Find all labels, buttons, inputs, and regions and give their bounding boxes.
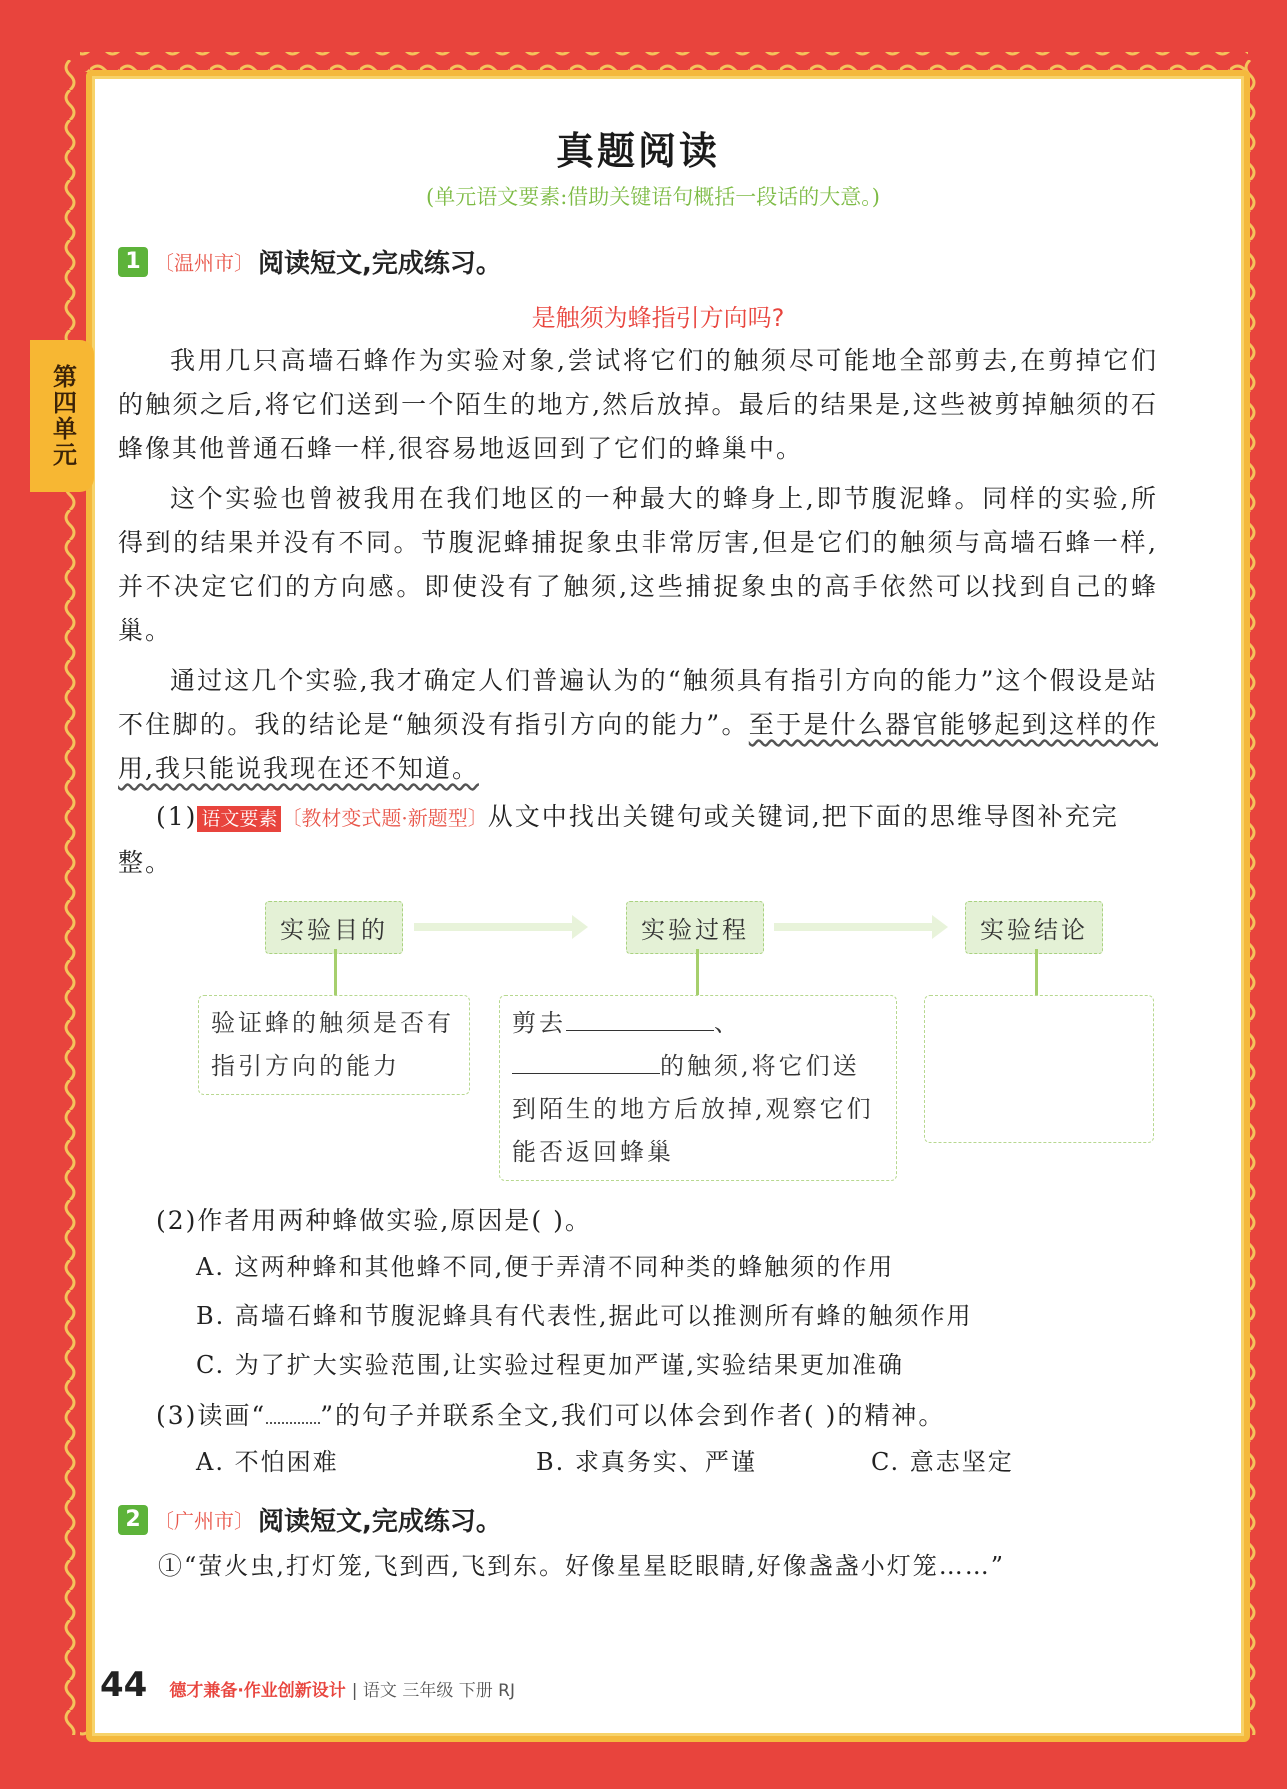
mindmap-head-purpose: 实验目的 bbox=[265, 901, 403, 954]
mind-map bbox=[118, 895, 1158, 1195]
page-subtitle: (单元语文要素:借助关键语句概括一段话的大意。) bbox=[426, 185, 880, 209]
subquestion-3 bbox=[118, 1394, 1158, 1438]
paragraph-3-text: 通过这几个实验,我才确定人们普遍认为的“触须具有指引方向的能力”这个假设是站不住脚的。我的结论是“触须没有指引方向的能力”。 bbox=[118, 666, 1158, 739]
answer-blank-2[interactable] bbox=[512, 1073, 660, 1074]
question-2-source: 〔广州市〕 bbox=[154, 1509, 254, 1533]
question-2-number: 2 bbox=[118, 1505, 148, 1535]
passage-paragraph-1: 我用几只高墙石蜂作为实验对象,尝试将它们的触须尽可能地全部剪去,在剪掉它们的触须之后,将它们送到一个陌生的地方,然后放掉。最后的结果是,这些被剪掉触须的石蜂像其他普通石蜂一样,很容易地返回到了它们的蜂巢中。 bbox=[118, 346, 1158, 463]
subquestion-2 bbox=[118, 1199, 1158, 1243]
option-b[interactable]: B. 高墙石蜂和节腹泥蜂具有代表性,据此可以推测所有蜂的触须作用 bbox=[196, 1302, 973, 1330]
mindmap-box-process bbox=[499, 995, 897, 1181]
book-meta: | 语文 三年级 下册 RJ bbox=[351, 1681, 515, 1701]
wavy-underlined-sentence: 至于是什么器官能够起到这样的作用,我只能说我现在还不知道。 bbox=[118, 710, 1158, 783]
page-number: 44 bbox=[100, 1665, 148, 1705]
subquestion-3-options bbox=[118, 1438, 1158, 1487]
mindmap-connector-3 bbox=[1035, 949, 1038, 995]
question-1-header bbox=[118, 243, 1158, 280]
subquestion-1-text: 从文中找出关键句或关键词,把下面的思维导图补充完整。 bbox=[118, 802, 1119, 877]
mindmap-box-conclusion-answer[interactable] bbox=[924, 995, 1154, 1143]
subquestion-2-number: (2) bbox=[156, 1206, 198, 1235]
option-3a[interactable]: A. 不怕困难 bbox=[196, 1448, 339, 1476]
process-prefix: 剪去 bbox=[512, 1009, 566, 1037]
option-c[interactable]: C. 为了扩大实验范围,让实验过程更加严谨,实验结果更加准确 bbox=[196, 1351, 905, 1379]
option-3b[interactable]: B. 求真务实、严谨 bbox=[536, 1448, 757, 1476]
process-separator: 、 bbox=[714, 1009, 741, 1037]
question-type-tag: 〔教材变式题·新题型〕 bbox=[281, 806, 488, 830]
page-title: 真题阅读 bbox=[555, 129, 720, 173]
subquestion-3-number: (3) bbox=[156, 1401, 198, 1430]
unit-tab: 第四单元 bbox=[30, 340, 94, 492]
mindmap-connector-2 bbox=[696, 949, 699, 995]
subquestion-1 bbox=[118, 795, 1158, 885]
passage-paragraph-3 bbox=[118, 659, 1158, 791]
subquestion-1-number: (1) bbox=[156, 802, 198, 831]
mindmap-box-purpose: 验证蜂的触须是否有指引方向的能力 bbox=[198, 995, 470, 1095]
option-3c[interactable]: C. 意志坚定 bbox=[871, 1448, 1014, 1476]
mindmap-arrow-1 bbox=[414, 923, 574, 931]
mindmap-arrow-2 bbox=[774, 923, 934, 931]
wavy-line-marker bbox=[266, 1422, 320, 1424]
question-2-header bbox=[118, 1501, 1158, 1538]
subquestion-2-text: 作者用两种蜂做实验,原因是( )。 bbox=[197, 1206, 592, 1235]
page-content bbox=[118, 110, 1158, 1588]
question-1-source: 〔温州市〕 bbox=[154, 251, 254, 275]
passage-title: 是触须为蜂指引方向吗? bbox=[531, 304, 785, 332]
page-footer bbox=[100, 1665, 515, 1705]
element-badge: 语文要素 bbox=[197, 806, 281, 832]
process-text: 的触须,将它们送到陌生的地方后放掉,观察它们能否返回蜂巢 bbox=[512, 1052, 874, 1166]
answer-blank-1[interactable] bbox=[566, 1030, 714, 1031]
mindmap-head-process: 实验过程 bbox=[626, 901, 764, 954]
question-1-instruction: 阅读短文,完成练习。 bbox=[258, 249, 502, 279]
subquestion-3-text-b: ”的句子并联系全文,我们可以体会到作者( )的精神。 bbox=[320, 1401, 946, 1430]
subquestion-2-options bbox=[118, 1243, 1158, 1390]
question-2-line-1: ①“萤火虫,打灯笼,飞到西,飞到东。好像星星眨眼睛,好像盏盏小灯笼……” bbox=[158, 1552, 1006, 1580]
question-1-number: 1 bbox=[118, 247, 148, 277]
mindmap-connector-1 bbox=[334, 949, 337, 995]
option-a[interactable]: A. 这两种蜂和其他蜂不同,便于弄清不同种类的蜂触须的作用 bbox=[196, 1253, 895, 1281]
question-2-instruction: 阅读短文,完成练习。 bbox=[258, 1507, 502, 1537]
subquestion-3-text-a: 读画“ bbox=[197, 1401, 267, 1430]
passage-paragraph-2: 这个实验也曾被我用在我们地区的一种最大的蜂身上,即节腹泥蜂。同样的实验,所得到的结果并没有不同。节腹泥蜂捕捉象虫非常厉害,但是它们的触须与高墙石蜂一样,并不决定它们的方向感。即使没有了触须,这些捕捉象虫的高手依然可以找到自己的蜂巢。 bbox=[118, 484, 1158, 645]
book-brand: 德才兼备·作业创新设计 bbox=[169, 1681, 346, 1701]
mindmap-head-conclusion: 实验结论 bbox=[965, 901, 1103, 954]
